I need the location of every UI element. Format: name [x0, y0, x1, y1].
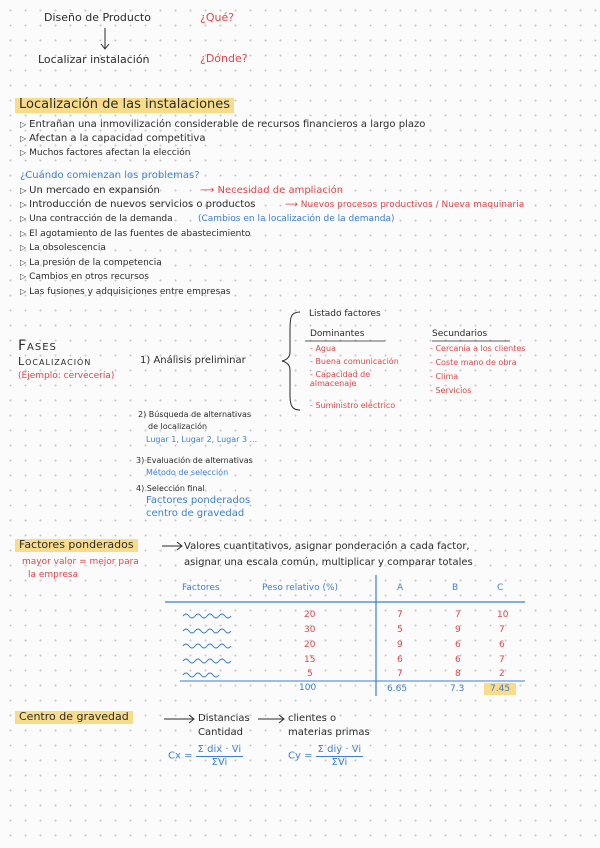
table-total-b: 7.3 [450, 684, 465, 694]
formula-cx-denominator: ΣVi [211, 756, 228, 768]
formula-cx [168, 744, 243, 768]
localizar-instalacion: Localizar instalación [38, 53, 150, 66]
diseno-producto: Diseño de Producto [44, 11, 151, 24]
phase-2: 2) Búsqueda de alternativas [138, 410, 252, 419]
formula-cx-numerator: Σ dix · Vi [197, 744, 242, 755]
phase-4: 4) Selección final [136, 484, 205, 493]
table-total-peso: 100 [299, 683, 317, 693]
table-header-c: C [497, 583, 504, 593]
bullet-triangle-icon: ▷ [20, 287, 27, 296]
problem-item: ▷ Introducción de nuevos servicios o productos [20, 199, 256, 210]
dominante-item: - Capacidad de almacenaje [310, 370, 371, 389]
table-peso-cell: 5 [307, 669, 313, 679]
table-total-a: 6.65 [387, 684, 408, 694]
problem-arrow-text: ⟶ Necesidad de ampliación [200, 185, 344, 196]
formula-cy-denominator: ΣVi [331, 756, 348, 768]
weighted-desc-line1: Valores cuantitativos, asignar ponderación a cada factor, [184, 541, 470, 552]
weighted-note-line2: la empresa [28, 570, 79, 580]
bullet-triangle-icon: ▷ [20, 200, 27, 209]
formula-cy [288, 744, 363, 768]
problem-item: ▷ Las fusiones y adquisiciones entre empresas [20, 287, 231, 297]
table-peso-cell: 20 [304, 640, 316, 650]
secundario-item: - Coste mano de obra [430, 358, 517, 367]
phase-2-sub: Lugar 1, Lugar 2, Lugar 3 ... [146, 435, 258, 444]
dominante-item: - Agua [310, 344, 336, 353]
table-b-cell: 6 [455, 640, 461, 650]
secundario-item: - Servicios [430, 386, 472, 395]
gravity-cantidad: Cantidad [198, 727, 243, 738]
table-peso-cell: 15 [304, 655, 316, 665]
bullet-triangle-icon: ▷ [20, 186, 27, 195]
table-header-factores: Factores [182, 583, 220, 593]
dominante-item: - Buena comunicación [310, 357, 399, 366]
secundario-item: - Cercanía a los clientes [430, 344, 526, 353]
bullet-triangle-icon: ▷ [20, 258, 27, 267]
diseno-question: ¿Qué? [200, 11, 235, 24]
secundario-item: - Clima [430, 372, 459, 381]
table-total-c: 7.45 [484, 683, 516, 695]
table-a-cell: 7 [397, 669, 403, 679]
table-a-cell: 7 [397, 610, 403, 620]
weighted-title: Factores ponderados [15, 539, 138, 552]
gravity-title: Centro de gravedad [15, 711, 133, 724]
bullet-triangle-icon: ▷ [20, 120, 27, 129]
bullet-triangle-icon: ▷ [20, 134, 27, 143]
secundarios-title: Secundarios [432, 329, 488, 339]
phase-3: 3) Evaluación de alternativas [136, 456, 253, 465]
weighted-desc-line2: asignar una escala común, multiplicar y comparar totales [184, 557, 473, 568]
table-c-cell: 6 [499, 640, 505, 650]
bullet-triangle-icon: ▷ [20, 272, 27, 281]
problems-question: ¿Cuándo comienzan los problemas? [20, 170, 200, 181]
table-a-cell: 9 [397, 640, 403, 650]
localizar-question: ¿Dónde? [200, 52, 248, 65]
bullet-triangle-icon: ▷ [20, 229, 27, 238]
loc-bullet: ▷ Afectan a la capacidad competitiva [20, 133, 206, 144]
table-header-a: A [397, 583, 404, 593]
phases-example: (Ejemplo: cervecería) [18, 371, 115, 381]
table-b-cell: 9 [455, 625, 461, 635]
gravity-materias: materias primas [288, 727, 370, 738]
table-b-cell: 6 [455, 655, 461, 665]
problem-arrow-text: ⟶ Nuevos procesos productivos / Nueva maquinaria [285, 200, 525, 210]
phase-2-line2: de localización [148, 422, 208, 431]
table-c-cell: 2 [499, 669, 505, 679]
problem-item: ▷ La presión de la competencia [20, 258, 162, 268]
gravity-distancias: Distancias [198, 713, 250, 724]
table-c-cell: 7 [499, 625, 505, 635]
problem-item: ▷ Una contracción de la demanda [20, 214, 173, 224]
phases-subtitle: Localización [18, 355, 92, 368]
phase-4-sub2: centro de gravedad [146, 508, 245, 519]
gravity-clientes: clientes o [288, 713, 337, 724]
loc-bullet: ▷ Entrañan una inmovilización considerable de recursos financieros a largo plazo [20, 119, 426, 130]
arrow-right-icon: ⟶ [285, 200, 301, 210]
table-a-cell: 6 [397, 655, 403, 665]
table-b-cell: 8 [455, 669, 461, 679]
phase-1: 1) Análisis preliminar [140, 355, 246, 366]
phases-title: Fases [18, 338, 57, 354]
bullet-triangle-icon: ▷ [20, 148, 27, 157]
problem-note: (Cambios en la localización de la demanda) [198, 214, 395, 224]
formula-cy-numerator: Σ diy · Vi [317, 744, 362, 755]
problem-item: ▷ Cambios en otros recursos [20, 272, 149, 282]
table-header-peso: Peso relativo (%) [262, 583, 339, 593]
dominante-item: - Suministro eléctrico [310, 401, 396, 410]
loc-section-title: Localización de las instalaciones [15, 98, 234, 113]
table-peso-cell: 20 [304, 610, 316, 620]
phase-3-sub: Método de selección [146, 468, 229, 477]
table-header-b: B [452, 583, 459, 593]
loc-bullet: ▷ Muchos factores afectan la elección [20, 148, 191, 158]
table-peso-cell: 30 [304, 625, 316, 635]
bullet-triangle-icon: ▷ [20, 243, 27, 252]
dominantes-title: Dominantes [310, 329, 365, 339]
arrow-right-icon: ⟶ [200, 185, 218, 196]
listado-factores: Listado factores [309, 309, 381, 319]
table-b-cell: 7 [455, 610, 461, 620]
formula-cx-label: Cx = [168, 750, 193, 762]
bullet-triangle-icon: ▷ [20, 214, 27, 223]
formula-cy-fraction [316, 744, 363, 768]
formula-cx-fraction [196, 744, 243, 768]
table-a-cell: 5 [397, 625, 403, 635]
problem-item: ▷ La obsolescencia [20, 243, 106, 253]
problem-item: ▷ Un mercado en expansión [20, 185, 160, 196]
phase-4-sub1: Factores ponderados [146, 495, 251, 506]
table-c-cell: 7 [499, 655, 505, 665]
weighted-note-line1: mayor valor = mejor para [22, 557, 139, 567]
table-c-cell: 10 [497, 610, 509, 620]
formula-cy-label: Cy = [288, 750, 313, 762]
problem-item: ▷ El agotamiento de las fuentes de abastecimiento [20, 229, 251, 239]
